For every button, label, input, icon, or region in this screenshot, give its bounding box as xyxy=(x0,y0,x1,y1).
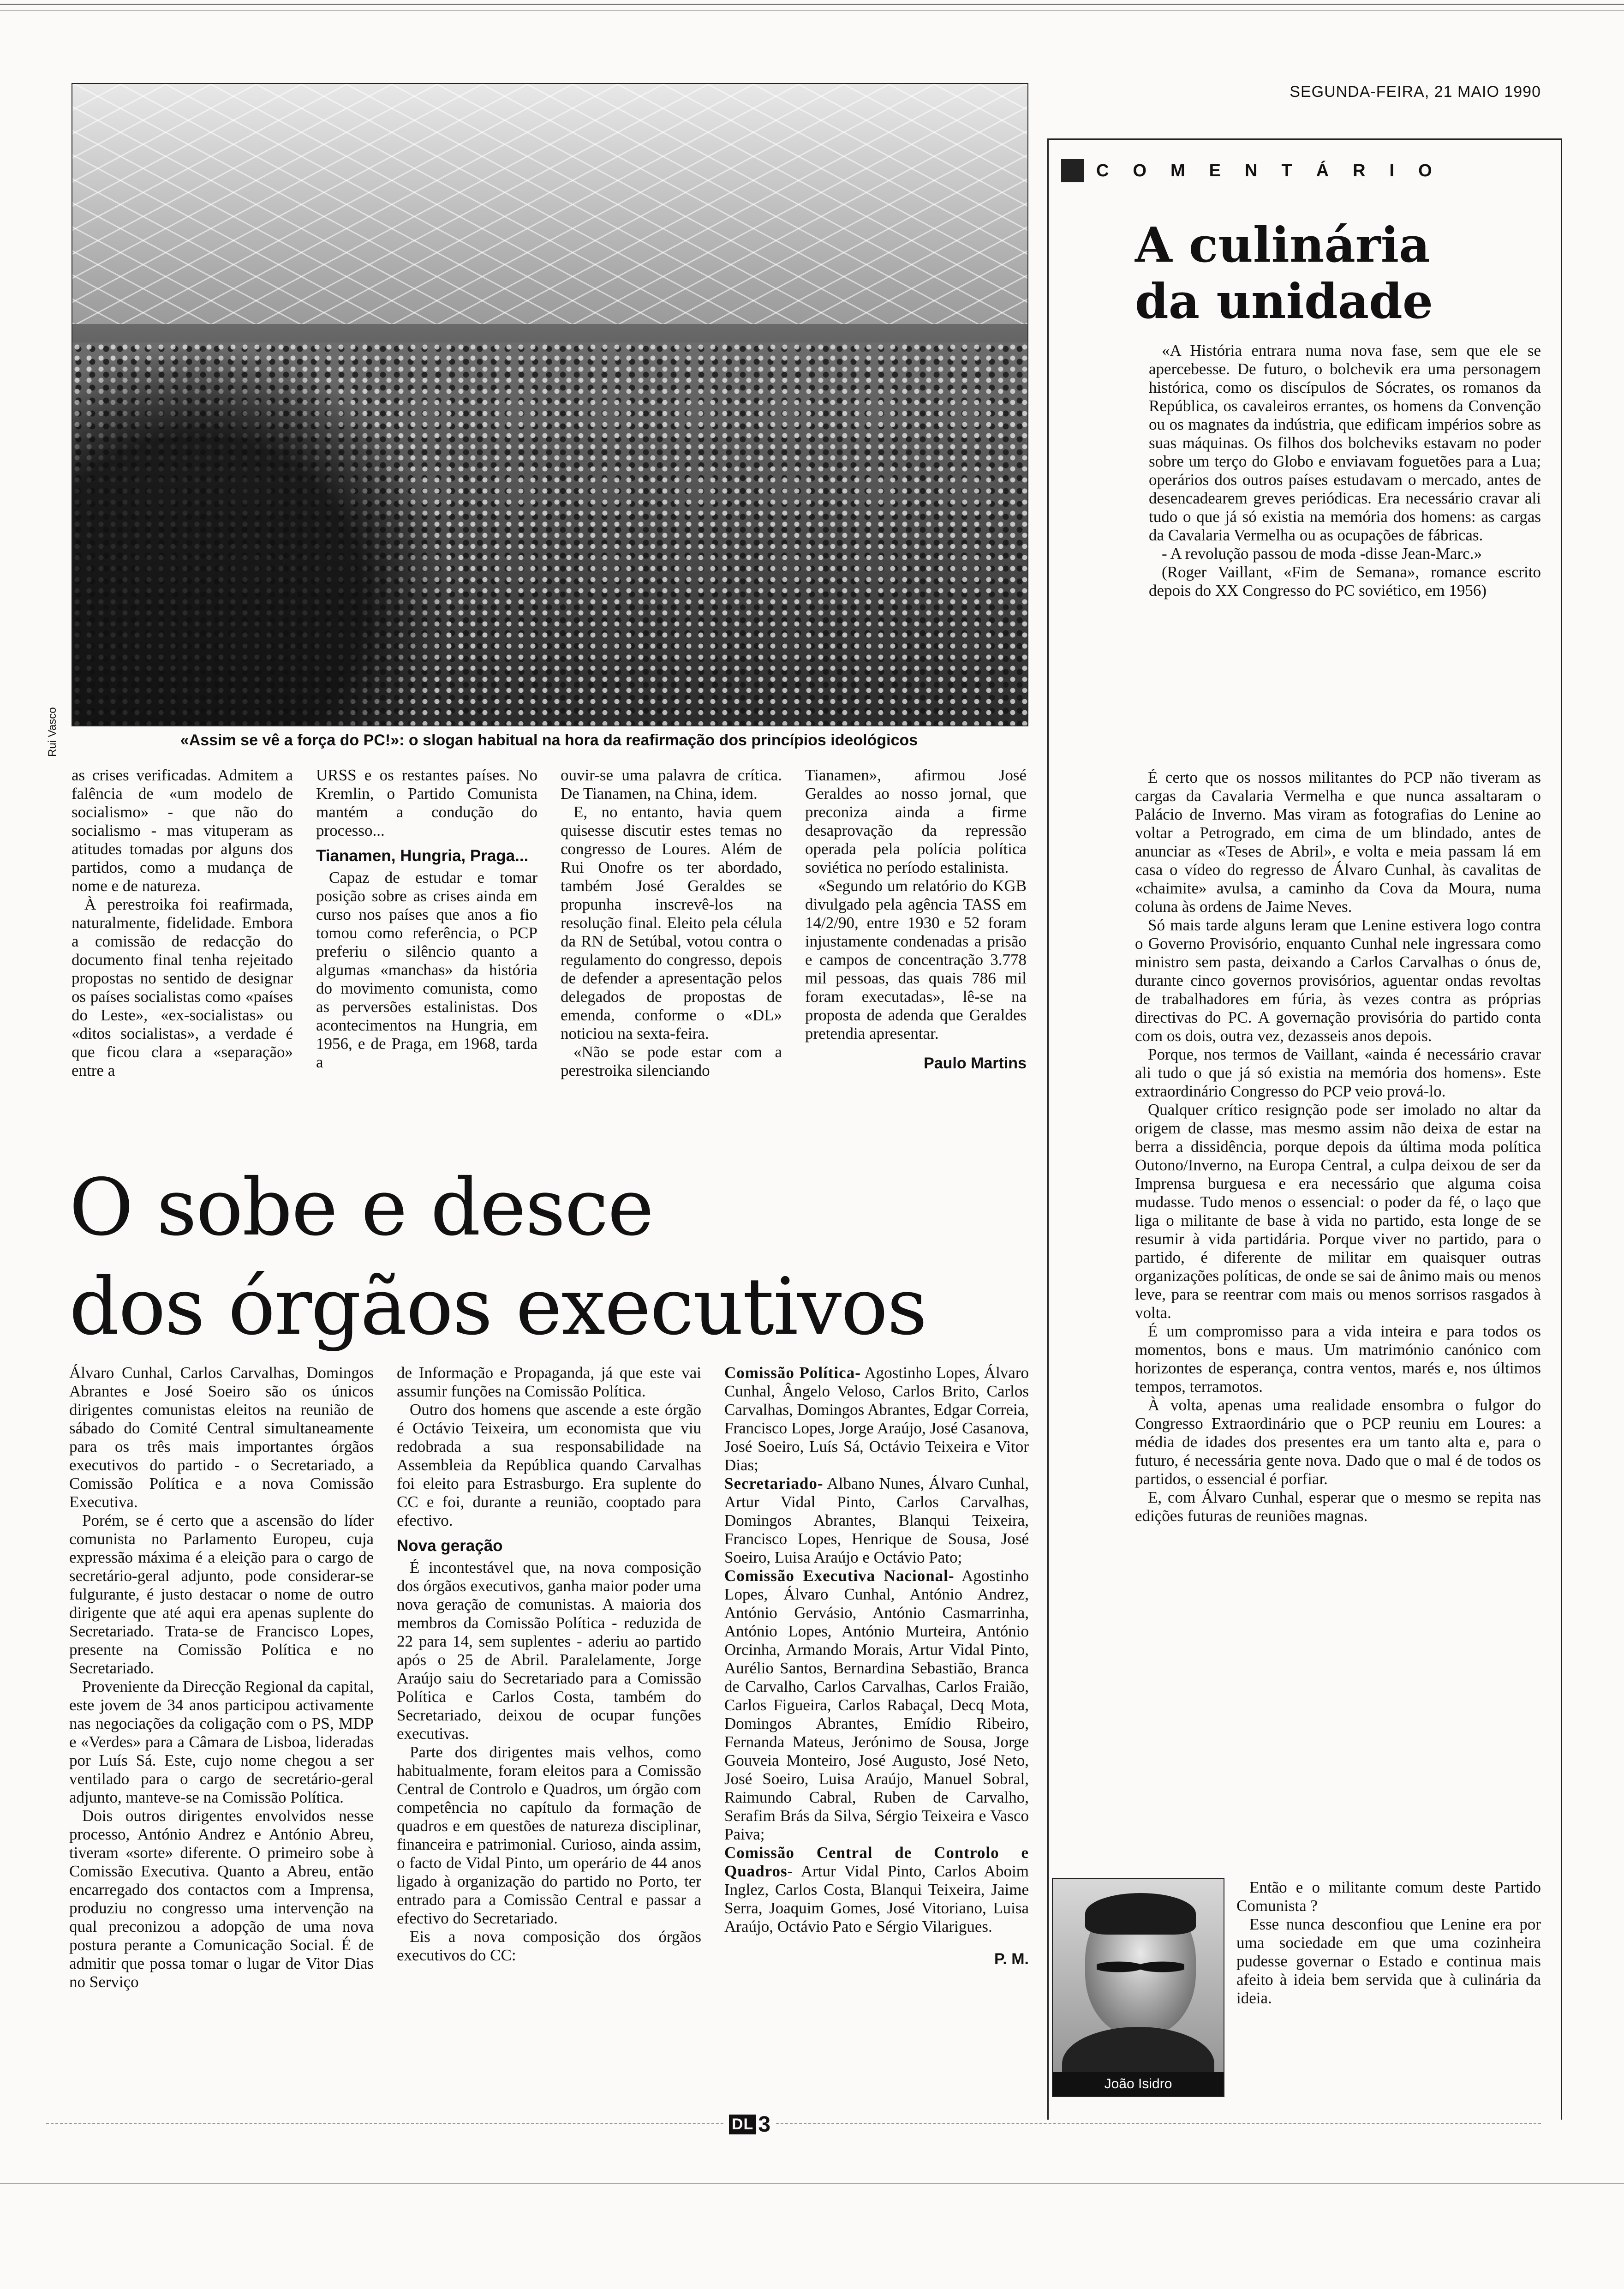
list-text: Agostinho Lopes, Álvaro Cunhal, Ângelo Veloso, Carlos Brito, Carlos Carvalhas, Domingos Abrantes, Edgar Correia, Francisco Lopes, Jorge Araújo, José Casanova, José Soeiro, Luís Sá, Octávio Teixeira e Vitor Dias; xyxy=(724,1364,1029,1474)
list-item xyxy=(724,1844,1029,1936)
paragraph: É um compromisso para a vida inteira e para todos os momentos, bons e maus. Um matrimónio canónico com horizontes de esperança, contra ventos, marés e, nos últimos tempos, terramotos. xyxy=(1135,1322,1541,1396)
list-label: Comissão Executiva Nacional- xyxy=(724,1567,955,1585)
article2-column-3 xyxy=(724,1364,1029,1968)
paragraph: «Não se pode estar com a perestroika silenciando xyxy=(561,1043,782,1079)
page-number-value: 3 xyxy=(758,2112,771,2137)
dateline: SEGUNDA-FEIRA, 21 MAIO 1990 xyxy=(1290,83,1541,101)
byline: P. M. xyxy=(994,1950,1029,1968)
paragraph: URSS e os restantes países. No Kremlin, o Partido Comunista mantém a condução do processo... xyxy=(316,766,537,839)
list-item xyxy=(724,1364,1029,1474)
list-label: Comissão Central de Controlo e Quadros- xyxy=(724,1844,1029,1880)
photo-credit: Rui Vasco xyxy=(46,707,59,757)
paragraph: É certo que os nossos militantes do PCP não tiveram as cargas da Cavalaria Vermelha e que nunca assaltaram o Palácio de Inverno. Mas viram as fotografias do Lenine ao voltar a Petrogrado, em cima de um blindado, antes de anunciar as «Teses de Abril», e volta e meia passam lá em casa o vídeo do regresso de Álvaro Cunhal, às cavalitas de «chaimite» avulsa, a caminho da Cova da Moura, numa coluna às ordens de Jaime Neves. xyxy=(1135,768,1541,916)
list-item xyxy=(724,1474,1029,1567)
photo-foreground xyxy=(72,310,488,725)
newspaper-logo: DL xyxy=(729,2115,756,2134)
quote-paragraph: «A História entrara numa nova fase, sem que ele se apercebesse. De futuro, o bolchevik era uma personagem histórica, como os discípulos de Sócrates, os romanos da República, os cavaleiros errantes, os homens da Convenção ou os magnates da indústria, que edificam impérios sobre as suas máquinas. Os filhos dos bolcheviks estavam no poder sobre um terço do Globo e enviavam foguetões para a Lua; operários dos outros países estudavam o mercado, antes de desencadearem greves periódicas. Era necessário cravar ali tudo o que já só existia na memória dos homens: as cargas da Cavalaria Vermelha ou as ocupações de fábricas. xyxy=(1149,342,1541,544)
headline-line-1: O sobe e desce xyxy=(69,1162,653,1253)
paragraph: de Informação e Propaganda, já que este vai assumir funções na Comissão Política. xyxy=(397,1364,701,1400)
headline xyxy=(69,1158,1029,1357)
label-square-icon xyxy=(1061,159,1084,182)
paragraph: Só mais tarde alguns leram que Lenine estivera logo contra o Governo Provisório, enquanto Cunhal nele ingressara como ministro sem pasta, deixando a Carlos Carvalhas o ónus de, durante cinco governos provisórios, aguentar ondas revoltas de trabalhadores em fúria, às vezes contra as próprias directivas do PC. A governação provisória do partido conta com os dois, outra vez, dezasseis anos depois. xyxy=(1135,916,1541,1045)
subheading: Tianamen, Hungria, Praga... xyxy=(316,847,529,865)
top-rule-secondary xyxy=(0,10,1624,11)
paragraph: E, com Álvaro Cunhal, esperar que o mesmo se repita nas edições futuras de reuniões magnas. xyxy=(1135,1488,1541,1525)
paragraph: Qualquer crítico resignção pode ser imolado no altar da origem de classe, mas mesmo assim não deixa de estar na berra a dissidência, porque depois da última moda política Outono/Inverno, na Europa Central, a culpa deixou de ser da Imprensa burguesa e era necessário que alguma coisa mudasse. Tudo menos o essencial: o poder da fé, o laço que liga o militante de base à vida no partido, esta longe de se resumir à vida partidária. Porque viver no partido, para o partido, é diferente de militar em quaisquer outras organizações políticas, de onde se sai de ânimo mais ou menos leve, para se reentrar com mais ou menos sorrisos rasgados à volta. xyxy=(1135,1101,1541,1322)
paragraph: À volta, apenas uma realidade ensombra o fulgor do Congresso Extraordinário que o PCP reuniu em Loures: a média de idades dos presentes era um tanto alta e, para o futuro, é necessária gente nova. Dado que o mal é de todos os partidos, o essencial é porfiar. xyxy=(1135,1396,1541,1488)
paragraph: E, no entanto, havia quem quisesse discutir estes temas no congresso de Loures. Além de Rui Onofre os ter abordado, também José Geraldes se propunha inscrevê-los na resolução final. Eleito pela célula da RN de Setúbal, votou contra o regulamento do congresso, depois de defender a apresentação pelos delegados de propostas de emenda, conforme o «DL» noticiou na sexta-feira. xyxy=(561,803,782,1043)
paragraph: Porém, se é certo que a ascensão do líder comunista no Parlamento Europeu, cuja expressão máxima é a eleição para o cargo de secretário-geral adjunto, pode considerar-se fulgurante, é justo destacar o nome de outro dirigente que até aqui era apenas suplente do Secretariado. Trata-se de Francisco Lopes, presente na Comissão Política e no Secretariado. xyxy=(69,1511,374,1677)
top-rule xyxy=(0,4,1624,5)
congress-photo xyxy=(72,83,1028,726)
quote-paragraph: - A revolução passou de moda -disse Jean-Marc.» xyxy=(1162,545,1482,563)
paragraph: É incontestável que, na nova composição dos órgãos executivos, ganha maior poder uma nova geração de comunistas. A maioria dos membros da Comissão Política - reduzida de 22 para 14, sem suplentes - aderiu ao partido após o 25 de Abril. Paralelamente, Jorge Araújo saiu do Secretariado para a Comissão Política e Carlos Costa, também do Secretariado, deixou de ocupar funções executivas. xyxy=(397,1558,701,1743)
title-line-2: da unidade xyxy=(1135,273,1433,330)
list-label: Secretariado- xyxy=(724,1474,824,1492)
list-label: Comissão Política- xyxy=(724,1364,861,1382)
paragraph: Outro dos homens que ascende a este órgão é Octávio Teixeira, um economista que viu redobrada a sua responsabilidade na Assembleia da República quando Carvalhas foi eleito para Estrasburgo. Era suplente do CC e foi, durante a reunião, cooptado para efectivo. xyxy=(397,1401,701,1529)
subheading: Nova geração xyxy=(397,1537,503,1555)
portrait-glasses xyxy=(1097,1953,1184,1981)
quote-source: (Roger Vaillant, «Fim de Semana», romance escrito depois do XX Congresso do PC soviético, em 1956) xyxy=(1149,563,1541,599)
paragraph: as crises verificadas. Admitem a falência de «um modelo de socialismo» - que não do socialismo - mas vituperam as atitudes tomadas por alguns dos partidos, como a mudança de nome e de natureza. xyxy=(72,766,293,895)
paragraph: Proveniente da Direcção Regional da capital, este jovem de 34 anos participou activamente nas negociações da coligação com o PS, MDP e «Verdes» para a Câmara de Lisboa, lideradas por Luís Sá. Este, cujo nome chegou a ser ventilado para o cargo de secretário-geral adjunto, manteve-se na Comissão Política. xyxy=(69,1678,374,1806)
footer-rule xyxy=(0,2183,1624,2184)
article1-column-3 xyxy=(561,766,782,1080)
paragraph: Dois outros dirigentes envolvidos nesse processo, António Andrez e António Abreu, tiveram «sorte» diferente. O primeiro sobe à Comissão Executiva. Quanto a Abreu, então encarregado dos contactos com a Imprensa, produziu no congresso uma intervenção na qual preconizou a adopção de uma nova postura perante a Comunicação Social. É de admitir que possa tomar o lugar de Vitor Dias no Serviço xyxy=(69,1807,374,1991)
page-number xyxy=(724,2113,775,2136)
commentary-quote xyxy=(1149,342,1541,600)
paragraph: Esse nunca desconfiou que Lenine era por uma sociedade em que uma cozinheira pudesse governar o Estado e continua mais afeito à ideia bem servida que à culinária da ideia. xyxy=(1236,1915,1541,2007)
commentary-label xyxy=(1061,157,1555,185)
paragraph: Álvaro Cunhal, Carlos Carvalhas, Domingos Abrantes e José Soeiro são os únicos dirigentes comunistas eleitos na reunião de sábado do Comité Central simultaneamente para os três mais importantes órgãos executivos do partido - o Secretariado, a Comissão Política e a nova Comissão Executiva. xyxy=(69,1364,374,1511)
paragraph: «Segundo um relatório do KGB divulgado pela agência TASS em 14/2/90, entre 1930 e 52 foram injustamente condenadas a prisão e campos de concentração 3.778 mil pessoas, das quais 786 mil foram executadas», lê-se na proposta de adenda que Geraldes pretendia apresentar. xyxy=(805,877,1027,1043)
portrait-name: João Isidro xyxy=(1053,2072,1224,2096)
paragraph: Tianamen», afirmou José Geraldes ao nosso jornal, que preconiza ainda a firme desaprovação da repressão operada pela polícia política soviética no período estalinista. xyxy=(805,766,1027,876)
paragraph: Parte dos dirigentes mais velhos, como habitualmente, foram eleitos para a Comissão Central de Controlo e Quadros, um órgão com competência no capítulo da formação de quadros e em questões de natureza disciplinar, financeira e patrimonial. Curioso, ainda assim, o facto de Vidal Pinto, um operário de 44 anos ligado à organização do partido no Porto, ter entrado para a Comissão Central e passar a efectivo do Secretariado. xyxy=(397,1743,701,1927)
portrait-hair xyxy=(1085,1893,1196,1935)
commentary-title xyxy=(1135,217,1541,330)
commentary-body xyxy=(1135,768,1541,1525)
commentary-ending xyxy=(1236,1878,1541,2007)
author-portrait xyxy=(1052,1878,1224,2097)
title-line-1: A culinária xyxy=(1135,216,1430,273)
article1-column-2 xyxy=(316,766,537,1072)
paragraph: Capaz de estudar e tomar posição sobre as crises ainda em curso nos países que anos a fio tomou como referência, o PCP preferiu o silêncio quanto a algumas «manchas» da história do movimento comunista, como as perversões estalinistas. Dos acontecimentos na Hungria, em 1956, e de Praga, em 1968, tarda a xyxy=(316,869,537,1071)
list-text: Agostinho Lopes, Álvaro Cunhal, António Andrez, António Gervásio, António Casmarrinha, António Lopes, António Murteira, António Orcinha, Armando Morais, Artur Vidal Pinto, Aurélio Santos, Bernardina Sebastião, Branca de Carvalho, Carlos Carvalhas, Carlos Fraião, Carlos Figueira, Carlos Rabaçal, Decq Mota, Domingos Abrantes, Emídio Ribeiro, Fernanda Mateus, Jerónimo de Sousa, Jorge Gouveia Monteiro, José Augusto, José Neto, José Soeiro, Luisa Araújo, Manuel Sobral, Raimundo Cabral, Ruben de Carvalho, Serafim Brás da Silva, Sérgio Teixeira e Vasco Paiva; xyxy=(724,1567,1029,1843)
article1-column-1 xyxy=(72,766,293,1080)
byline: Paulo Martins xyxy=(924,1055,1027,1072)
paragraph: ouvir-se uma palavra de crítica. De Tianamen, na China, idem. xyxy=(561,766,782,803)
headline-line-2: dos órgãos executivos xyxy=(69,1261,926,1353)
photo-roof-structure xyxy=(72,84,1027,324)
paragraph: Então e o militante comum deste Partido Comunista ? xyxy=(1236,1878,1541,1915)
article1-column-4 xyxy=(805,766,1027,1073)
list-item xyxy=(724,1567,1029,1844)
bottom-rule xyxy=(46,2123,1541,2124)
paragraph: Eis a nova composição dos órgãos executivos do CC: xyxy=(397,1928,701,1964)
list-text: Albano Nunes, Álvaro Cunhal, Artur Vidal Pinto, Carlos Carvalhas, Domingos Abrantes, Blanqui Teixeira, Francisco Lopes, Henrique de Sousa, José Soeiro, Luisa Araújo e Octávio Pato; xyxy=(724,1474,1029,1566)
article2-column-2 xyxy=(397,1364,701,1965)
paragraph: À perestroika foi reafirmada, naturalmente, fidelidade. Embora a comissão de redacção do documento final tenha rejeitado propostas no sentido de designar os países socialistas como «países do Leste», «ex-socialistas» ou «ditos socialistas», a verdade é que ficou clara a «separação» entre a xyxy=(72,895,293,1079)
label-text: COMENTÁRIO xyxy=(1096,161,1456,180)
article2-column-1 xyxy=(69,1364,374,1991)
photo-caption: «Assim se vê a força do PC!»: o slogan habitual na hora da reafirmação dos princípios ideológicos xyxy=(180,731,918,749)
list-text: Artur Vidal Pinto, Carlos Aboim Inglez, Carlos Costa, Blanqui Teixeira, Jaime Serra, Joaquim Gomes, José Vitoriano, Luisa Araújo, Octávio Pato e Sérgio Vilarigues. xyxy=(724,1862,1029,1935)
paragraph: Porque, nos termos de Vaillant, «ainda é necessário cravar ali tudo o que já só existia na memória dos homens». Este extraordinário Congresso do PCP veio prová-lo. xyxy=(1135,1045,1541,1100)
